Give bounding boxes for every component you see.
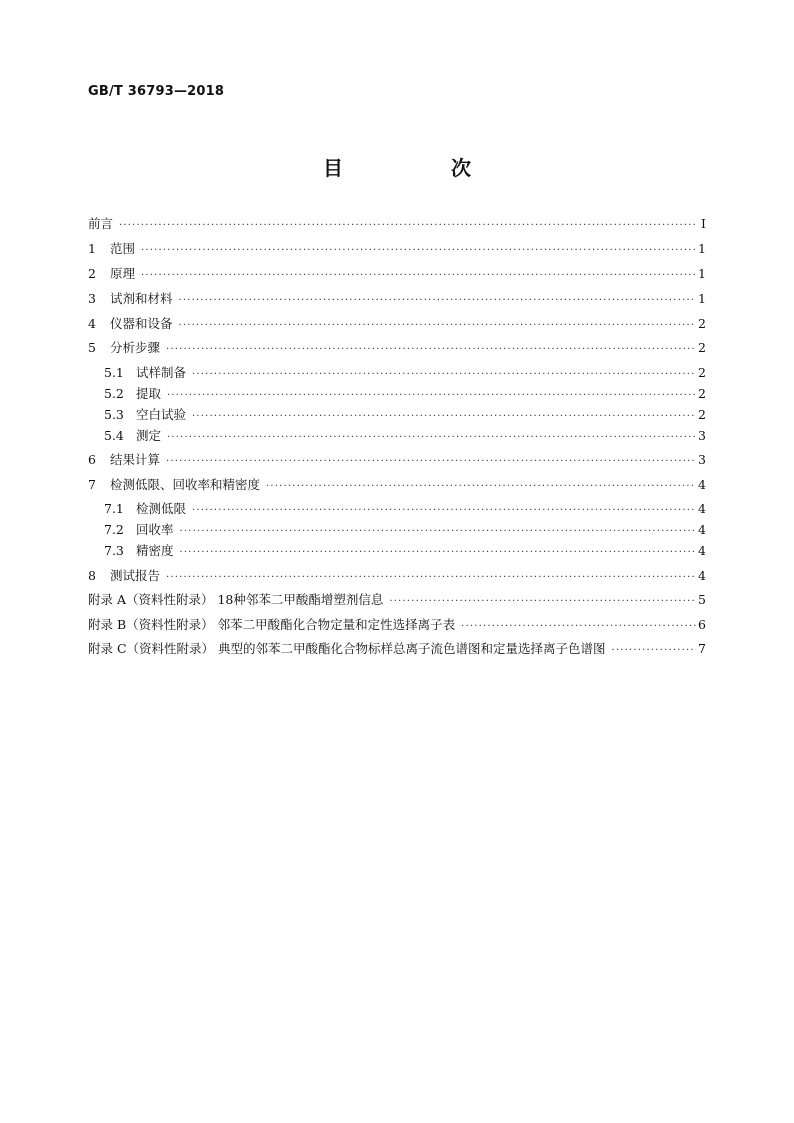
dot-leader [192, 365, 696, 385]
toc-entry[interactable] [104, 363, 706, 383]
toc-entry[interactable] [88, 239, 706, 259]
toc-entry-number: 4 [88, 316, 96, 331]
dot-leader [166, 452, 696, 472]
toc-entry[interactable] [104, 499, 706, 519]
toc-entry-label: 分析步骤 [110, 340, 161, 355]
toc-entry-page-number: 3 [698, 428, 706, 443]
toc-entry-number: 3 [88, 291, 96, 306]
toc-entry-page-number: 1 [698, 266, 706, 281]
dot-leader [612, 641, 696, 661]
toc-entry-label: 测定 [136, 428, 162, 443]
toc-entry-label: 范围 [110, 241, 136, 256]
toc-entry-page-number: 2 [698, 407, 706, 422]
toc-entry-page-number: 4 [698, 543, 706, 558]
toc-entry[interactable] [104, 426, 706, 446]
dot-leader [179, 291, 696, 311]
toc-entry-number: 5 [88, 340, 96, 355]
toc-entry-page-number: 7 [698, 641, 706, 656]
dot-leader [179, 316, 696, 336]
toc-entry-number: 8 [88, 568, 96, 583]
toc-entry-number: 7.1 [104, 501, 124, 516]
toc-entry[interactable] [88, 475, 706, 495]
toc-entry-page-number: 4 [698, 477, 706, 492]
toc-entry[interactable] [104, 520, 706, 540]
toc-entry-page-number: 3 [698, 452, 706, 467]
dot-leader [192, 501, 696, 521]
toc-entry-label: 附录 A（资料性附录） 18种邻苯二甲酸酯增塑剂信息 [88, 592, 384, 607]
toc-entry-label: 结果计算 [110, 452, 161, 467]
dot-leader [141, 241, 696, 261]
toc-entry-page-number: 1 [698, 291, 706, 306]
toc-entry[interactable] [88, 289, 706, 309]
toc-entry-label: 附录 B（资料性附录） 邻苯二甲酸酯化合物定量和定性选择离子表 [88, 617, 456, 632]
toc-entry-number: 5.3 [104, 407, 124, 422]
toc-entry-label: 前言 [88, 216, 114, 231]
dot-leader [167, 386, 696, 406]
toc-entry[interactable] [88, 264, 706, 284]
toc-entry-number: 5.2 [104, 386, 124, 401]
page-title: 目 次 [323, 156, 515, 180]
toc-entry-label: 测试报告 [110, 568, 161, 583]
toc-entry-page-number: 6 [698, 617, 706, 632]
toc-entry-page-number: 2 [698, 340, 706, 355]
dot-leader [266, 477, 696, 497]
toc-entry[interactable] [88, 450, 706, 470]
toc-entry[interactable] [88, 214, 706, 234]
toc-entry-label: 回收率 [136, 522, 174, 537]
toc-entry-label: 试剂和材料 [110, 291, 173, 306]
toc-entry-number: 7.2 [104, 522, 124, 537]
toc-entry[interactable] [88, 639, 706, 659]
toc-entry-label: 检测低限 [136, 501, 187, 516]
standard-code: GB/T 36793—2018 [88, 84, 225, 99]
toc-entry[interactable] [88, 615, 706, 635]
dot-leader [167, 428, 696, 448]
toc-entry-number: 2 [88, 266, 96, 281]
dot-leader [166, 340, 696, 360]
toc-entry-number: 1 [88, 241, 96, 256]
toc-entry-number: 5.4 [104, 428, 124, 443]
toc-entry-page-number: 5 [698, 592, 706, 607]
toc-entry-page-number: 2 [698, 386, 706, 401]
toc-entry-page-number: 4 [698, 501, 706, 516]
toc-entry-label: 提取 [136, 386, 162, 401]
dot-leader [192, 407, 696, 427]
toc-entry[interactable] [104, 405, 706, 425]
toc-entry[interactable] [88, 590, 706, 610]
dot-leader [461, 617, 696, 637]
toc-entry-label: 仪器和设备 [110, 316, 173, 331]
dot-leader [119, 216, 696, 236]
toc-entry-page-number: Ⅰ [701, 216, 706, 231]
toc-entry[interactable] [88, 314, 706, 334]
toc-entry-number: 7.3 [104, 543, 124, 558]
toc-entry[interactable] [88, 566, 706, 586]
dot-leader [389, 592, 696, 612]
toc-entry[interactable] [104, 541, 706, 561]
toc-entry-label: 检测低限、回收率和精密度 [110, 477, 261, 492]
toc-entry-label: 空白试验 [136, 407, 187, 422]
toc-entry[interactable] [104, 384, 706, 404]
toc-entry-label: 原理 [110, 266, 136, 281]
toc-entry-page-number: 4 [698, 522, 706, 537]
toc-entry-number: 5.1 [104, 365, 124, 380]
toc-entry-page-number: 2 [698, 365, 706, 380]
dot-leader [141, 266, 696, 286]
toc-entry-page-number: 1 [698, 241, 706, 256]
toc-entry-number: 7 [88, 477, 96, 492]
toc-entry[interactable] [88, 338, 706, 358]
toc-entry-label: 试样制备 [136, 365, 187, 380]
toc-entry-page-number: 4 [698, 568, 706, 583]
toc-entry-page-number: 2 [698, 316, 706, 331]
dot-leader [180, 522, 696, 542]
toc-entry-number: 6 [88, 452, 96, 467]
dot-leader [166, 568, 696, 588]
toc-entry-label: 精密度 [136, 543, 174, 558]
dot-leader [180, 543, 696, 563]
toc-entry-label: 附录 C（资料性附录） 典型的邻苯二甲酸酯化合物标样总离子流色谱图和定量选择离子色谱图 [88, 641, 606, 656]
